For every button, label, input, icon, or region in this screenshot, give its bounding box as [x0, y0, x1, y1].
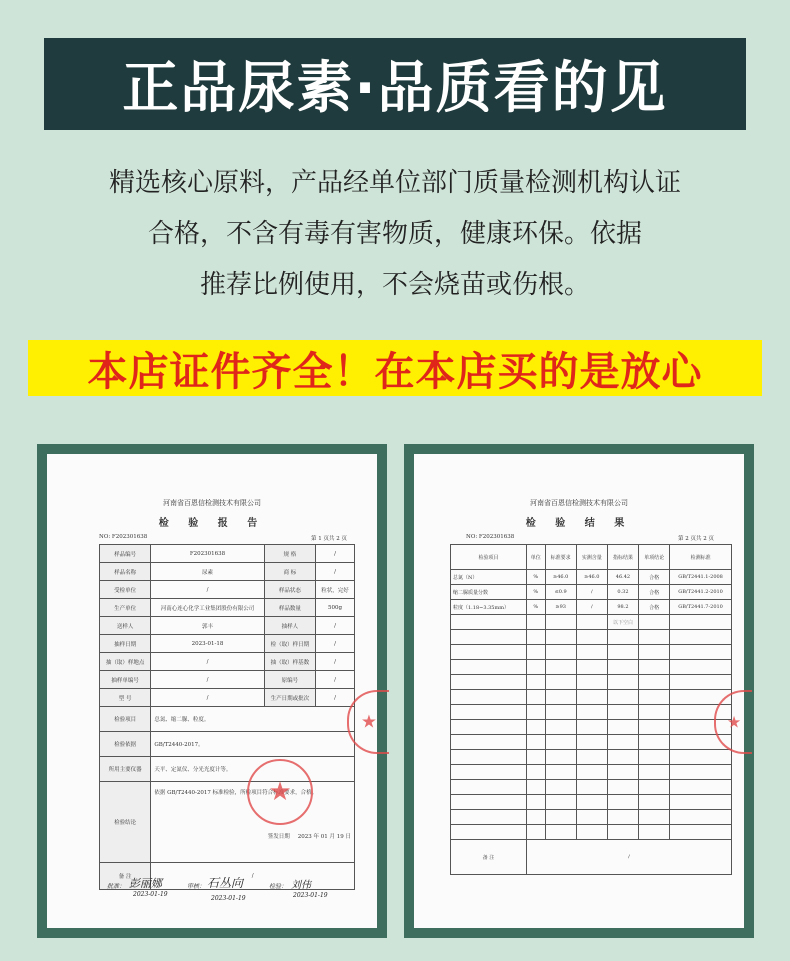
field-value: / — [316, 617, 355, 635]
table-cell: GB/T2441.1-2008 — [670, 570, 732, 585]
table-cell — [670, 825, 732, 840]
table-cell — [526, 720, 545, 735]
table-cell — [576, 690, 607, 705]
table-cell — [639, 690, 670, 705]
inspector-label: 检验： — [269, 883, 288, 890]
results-number: NO: F202301638 — [466, 534, 515, 540]
table-cell — [576, 645, 607, 660]
results-title: 检 验 结 果 — [525, 518, 633, 529]
table-cell — [639, 825, 670, 840]
table-cell — [670, 630, 732, 645]
report-org: 河南省百恩信检测技术有限公司 — [163, 499, 261, 507]
table-cell — [639, 645, 670, 660]
field-label: 检（取）样日期 — [264, 635, 315, 653]
table-row — [451, 735, 732, 750]
table-row — [451, 720, 732, 735]
table-row — [100, 617, 355, 635]
table-cell — [526, 780, 545, 795]
table-cell — [670, 810, 732, 825]
table-cell — [670, 675, 732, 690]
table-row — [451, 840, 732, 875]
table-cell — [576, 735, 607, 750]
table-cell — [526, 825, 545, 840]
field-value: F202301638 — [151, 545, 264, 563]
table-cell — [451, 750, 527, 765]
table-cell — [670, 765, 732, 780]
field-label: 抽（取）样基数 — [264, 653, 315, 671]
table-cell — [451, 705, 527, 720]
field-label: 抽样人 — [264, 617, 315, 635]
issue-date-label: 签发日期 — [267, 834, 290, 840]
field-label: 送样人 — [100, 617, 151, 635]
field-value: / — [151, 671, 264, 689]
promo-banner — [28, 340, 762, 396]
issue-date: 2023 年 01 月 19 日 — [297, 834, 351, 840]
field-value: 郭丰 — [151, 617, 264, 635]
empty-marker: 以下空白 — [607, 615, 638, 630]
table-cell — [526, 705, 545, 720]
table-row — [451, 585, 732, 600]
field-label: 样品名称 — [100, 563, 151, 581]
table-cell — [639, 630, 670, 645]
table-cell — [545, 765, 576, 780]
table-row — [100, 782, 355, 863]
field-label: 样品状态 — [264, 581, 315, 599]
table-cell: / — [576, 600, 607, 615]
table-cell — [545, 780, 576, 795]
table-row — [100, 545, 355, 563]
table-cell — [451, 795, 527, 810]
table-row — [100, 707, 355, 732]
field-label: 备 注 — [451, 840, 527, 875]
description-line: 合格，不含有毒有害物质，健康环保。依据 — [147, 219, 642, 249]
table-cell: % — [526, 585, 545, 600]
table-cell — [576, 765, 607, 780]
table-cell — [607, 780, 638, 795]
table-cell — [607, 690, 638, 705]
results-frame — [404, 444, 754, 938]
field-value: / — [316, 671, 355, 689]
table-row — [451, 750, 732, 765]
approver-date: 2023-01-19 — [133, 891, 168, 898]
table-row — [451, 660, 732, 675]
field-value: / — [151, 653, 264, 671]
reviewer-label: 审核： — [187, 883, 206, 890]
field-label: 检验结论 — [100, 782, 151, 863]
table-row — [451, 630, 732, 645]
field-value: / — [316, 545, 355, 563]
table-row — [451, 705, 732, 720]
table-cell: 总氮（N） — [451, 570, 527, 585]
field-label: 规 格 — [264, 545, 315, 563]
star-icon: ★ — [268, 777, 292, 807]
table-cell — [670, 750, 732, 765]
field-label: 检验依据 — [100, 732, 151, 757]
table-cell — [576, 810, 607, 825]
table-cell — [670, 780, 732, 795]
table-cell — [607, 720, 638, 735]
table-row — [100, 581, 355, 599]
table-cell — [576, 825, 607, 840]
column-header: 单项结论 — [639, 545, 670, 570]
table-cell: 46.42 — [607, 570, 638, 585]
table-cell: ≥46.0 — [576, 570, 607, 585]
table-cell — [576, 720, 607, 735]
table-row — [451, 690, 732, 705]
table-cell — [607, 795, 638, 810]
table-cell — [526, 735, 545, 750]
table-cell: 粒度（1.18~3.35mm） — [451, 600, 527, 615]
field-value: / — [151, 581, 264, 599]
field-value: / — [316, 563, 355, 581]
table-cell — [451, 630, 527, 645]
table-cell — [545, 645, 576, 660]
table-cell — [545, 690, 576, 705]
field-value: / — [316, 653, 355, 671]
table-row — [451, 780, 732, 795]
table-cell — [526, 630, 545, 645]
table-row — [100, 689, 355, 707]
field-value: / — [151, 689, 264, 707]
table-cell — [545, 750, 576, 765]
table-cell — [545, 630, 576, 645]
table-cell: 0.32 — [607, 585, 638, 600]
description-line: 推荐比例使用，不会烧苗或伤根。 — [199, 270, 590, 300]
table-cell — [526, 750, 545, 765]
table-row — [451, 645, 732, 660]
star-icon: ★ — [360, 711, 378, 733]
table-cell — [607, 660, 638, 675]
field-value: 河南心连心化学工业集团股份有限公司 — [151, 599, 264, 617]
description — [30, 158, 760, 311]
table-cell — [451, 825, 527, 840]
table-cell — [451, 780, 527, 795]
table-cell — [639, 750, 670, 765]
table-row — [100, 599, 355, 617]
table-cell — [639, 675, 670, 690]
table-cell: % — [526, 600, 545, 615]
table-row — [451, 810, 732, 825]
table-cell — [639, 810, 670, 825]
field-label: 商 标 — [264, 563, 315, 581]
table-cell: 合格 — [639, 585, 670, 600]
field-value: / — [316, 635, 355, 653]
field-label: 生产日期或批次 — [264, 689, 315, 707]
table-row — [100, 757, 355, 782]
table-cell — [639, 615, 670, 630]
report-paper — [47, 454, 377, 928]
star-icon: ★ — [726, 712, 742, 732]
table-cell — [607, 735, 638, 750]
table-cell — [639, 765, 670, 780]
table-cell — [545, 795, 576, 810]
table-cell — [639, 705, 670, 720]
table-cell — [451, 765, 527, 780]
table-cell — [451, 690, 527, 705]
table-cell — [576, 750, 607, 765]
table-cell — [545, 660, 576, 675]
table-cell — [545, 675, 576, 690]
table-cell: GB/T2441.7-2010 — [670, 600, 732, 615]
table-cell: 缩二脲质量分数 — [451, 585, 527, 600]
table-cell — [451, 720, 527, 735]
table-cell — [576, 675, 607, 690]
table-cell: 合格 — [639, 600, 670, 615]
description-line: 精选核心原料，产品经单位部门质量检测机构认证 — [108, 168, 681, 198]
table-cell — [670, 795, 732, 810]
table-cell — [639, 735, 670, 750]
field-value: / — [526, 840, 731, 875]
table-cell — [526, 690, 545, 705]
table-cell — [545, 735, 576, 750]
field-label: 生产单位 — [100, 599, 151, 617]
field-value: 500g — [316, 599, 355, 617]
table-cell — [639, 660, 670, 675]
field-label: 抽（取）样地点 — [100, 653, 151, 671]
table-cell: 98.2 — [607, 600, 638, 615]
field-label: 原编号 — [264, 671, 315, 689]
table-row — [451, 600, 732, 615]
field-value: 粒状，完好 — [316, 581, 355, 599]
table-row — [100, 671, 355, 689]
table-cell — [607, 630, 638, 645]
table-cell — [451, 675, 527, 690]
table-cell — [526, 675, 545, 690]
table-cell — [607, 645, 638, 660]
table-cell — [607, 825, 638, 840]
table-cell — [451, 735, 527, 750]
field-label: 型 号 — [100, 689, 151, 707]
conclusion-text: 依据 GB/T2440-2017 标准检验，所检项目符合标准要求，合格。 — [154, 790, 318, 796]
table-cell — [451, 645, 527, 660]
field-label: 受检单位 — [100, 581, 151, 599]
table-cell — [576, 630, 607, 645]
table-cell — [526, 645, 545, 660]
table-cell — [670, 615, 732, 630]
table-cell — [451, 660, 527, 675]
table-cell: 合格 — [639, 570, 670, 585]
table-cell — [545, 810, 576, 825]
table-row — [100, 653, 355, 671]
results-paper — [414, 454, 744, 928]
field-value: 2023-01-18 — [151, 635, 264, 653]
table-cell — [545, 615, 576, 630]
headline: 正品尿素·品质看的见 — [122, 56, 668, 121]
table-cell: ≥46.0 — [545, 570, 576, 585]
results-org: 河南省百恩信检测技术有限公司 — [530, 499, 628, 507]
inspector-signature: 刘伟 — [291, 880, 311, 891]
table-row — [451, 615, 732, 630]
table-cell — [670, 660, 732, 675]
field-label: 抽样单编号 — [100, 671, 151, 689]
table-cell — [607, 765, 638, 780]
table-cell — [576, 705, 607, 720]
table-cell — [451, 615, 527, 630]
table-row — [100, 563, 355, 581]
field-label: 样品数量 — [264, 599, 315, 617]
table-cell: / — [576, 585, 607, 600]
reviewer-date: 2023-01-19 — [211, 895, 246, 902]
report-number: NO: F202301638 — [99, 534, 148, 540]
table-cell — [639, 720, 670, 735]
field-value: GB/T2440-2017。 — [151, 732, 355, 757]
table-cell — [607, 750, 638, 765]
table-cell — [639, 780, 670, 795]
table-cell — [526, 615, 545, 630]
field-label: 所用主要仪器 — [100, 757, 151, 782]
issue-date-line — [154, 832, 351, 840]
table-cell — [607, 675, 638, 690]
table-cell: ≥93 — [545, 600, 576, 615]
approver-signature: 彭丽娜 — [129, 877, 162, 890]
table-row — [100, 635, 355, 653]
column-header: 单位 — [526, 545, 545, 570]
table-row — [451, 825, 732, 840]
reviewer-signature: 石丛向 — [207, 876, 244, 890]
table-cell — [639, 795, 670, 810]
field-value: 天平、定氮仪、分光光度计等。 — [151, 757, 355, 782]
table-cell — [607, 810, 638, 825]
field-label: 备 注 — [100, 863, 151, 890]
report-table — [99, 544, 355, 890]
table-row — [451, 765, 732, 780]
promo-text: 本店证件齐全！在本店买的是放心 — [87, 348, 703, 395]
column-header: 指标结果 — [607, 545, 638, 570]
table-cell — [545, 825, 576, 840]
column-header: 检测标准 — [670, 545, 732, 570]
table-cell — [576, 780, 607, 795]
table-cell — [607, 705, 638, 720]
table-cell — [526, 765, 545, 780]
headline-banner — [44, 38, 746, 130]
field-label: 抽样日期 — [100, 635, 151, 653]
table-row — [100, 732, 355, 757]
field-value: / — [316, 689, 355, 707]
table-row — [451, 675, 732, 690]
table-cell: ≤0.9 — [545, 585, 576, 600]
field-value: / — [151, 863, 355, 890]
column-header: 标准要求 — [545, 545, 576, 570]
results-page: 第 2 页共 2 页 — [678, 536, 714, 542]
table-cell — [670, 645, 732, 660]
inspector-date: 2023-01-19 — [293, 892, 328, 899]
field-label: 检验项目 — [100, 707, 151, 732]
results-table — [450, 544, 732, 875]
field-value: 尿素 — [151, 563, 264, 581]
table-cell — [526, 660, 545, 675]
field-label: 样品编号 — [100, 545, 151, 563]
table-cell — [526, 810, 545, 825]
table-row — [451, 795, 732, 810]
table-cell — [526, 795, 545, 810]
field-value: 总氮、缩二脲、粒度。 — [151, 707, 355, 732]
table-cell: % — [526, 570, 545, 585]
inspection-seal — [247, 759, 313, 825]
table-cell — [576, 795, 607, 810]
column-header: 检验项目 — [451, 545, 527, 570]
approver-label: 批准： — [107, 883, 126, 890]
table-cell — [576, 660, 607, 675]
table-cell: GB/T2441.2-2010 — [670, 585, 732, 600]
column-header: 实测含量 — [576, 545, 607, 570]
table-header-row — [451, 545, 732, 570]
table-cell — [576, 615, 607, 630]
table-cell — [545, 705, 576, 720]
table-cell — [545, 720, 576, 735]
report-page: 第 1 页共 2 页 — [311, 536, 347, 542]
report-frame — [37, 444, 387, 938]
table-row — [451, 570, 732, 585]
report-title: 检 验 报 告 — [158, 518, 266, 529]
table-cell — [451, 810, 527, 825]
